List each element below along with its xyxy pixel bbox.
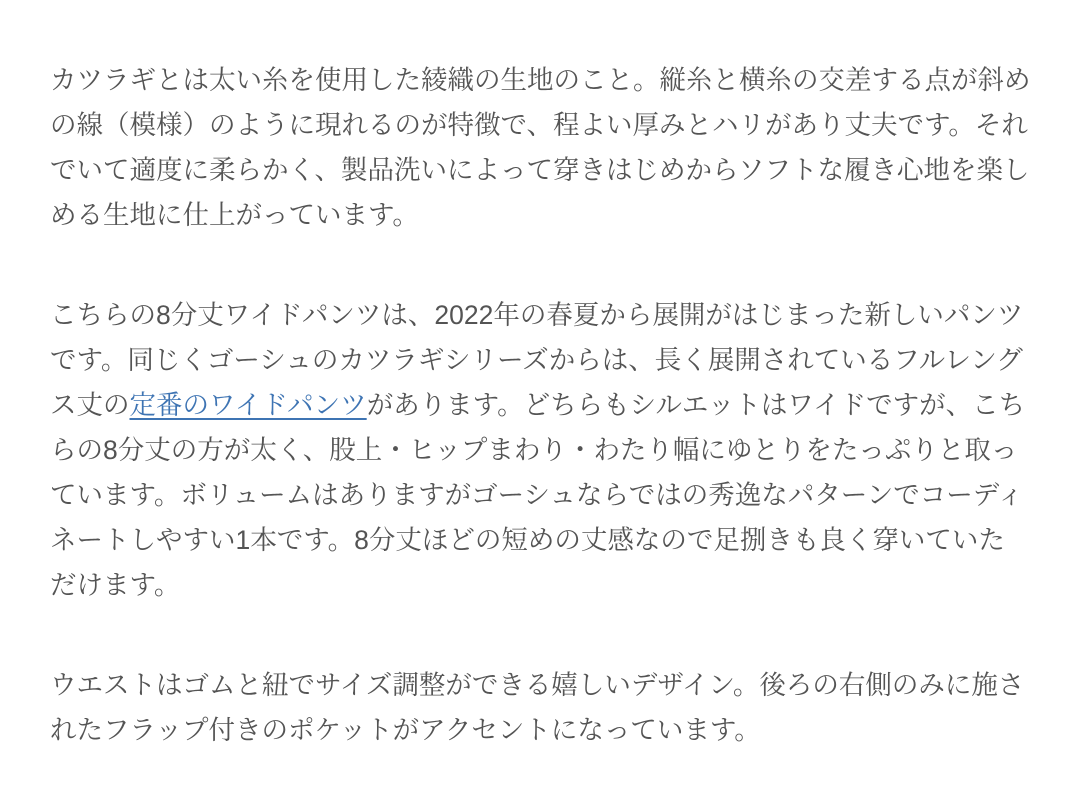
link-standard-wide-pants[interactable]: 定番のワイドパンツ <box>129 390 367 420</box>
body-text: こちらの8分丈ワイドパンツは、2022年の春夏から展開がはじまった新しいパンツです。同じくゴーシュのカツラギシリーズからは、長く展開されているフルレングス丈の <box>50 300 1024 420</box>
paragraph-1 <box>50 58 1031 238</box>
paragraph-2 <box>50 293 1031 608</box>
body-text: があります。どちらもシルエットはワイドですが、こちらの8分丈の方が太く、股上・ヒップまわり・わたり幅にゆとりをたっぷりと取っています。ボリュームはありますがゴーシュならではの秀逸なパターンでコーディネートしやすい1本です。8分丈ほどの短めの丈感なので足捌きも良く穿いていただけます。 <box>50 390 1026 600</box>
paragraph-3 <box>50 663 1031 753</box>
body-text: カツラギとは太い糸を使用した綾織の生地のこと。縦糸と横糸の交差する点が斜めの線（模様）のように現れるのが特徴で、程よい厚みとハリがあり丈夫です。それでいて適度に柔らかく、製品洗いによって穿きはじめからソフトな履き心地を楽しめる生地に仕上がっています。 <box>50 65 1031 230</box>
body-text: ウエストはゴムと紐でサイズ調整ができる嬉しいデザイン。後ろの右側のみに施されたフラップ付きのポケットがアクセントになっています。 <box>50 670 1025 745</box>
